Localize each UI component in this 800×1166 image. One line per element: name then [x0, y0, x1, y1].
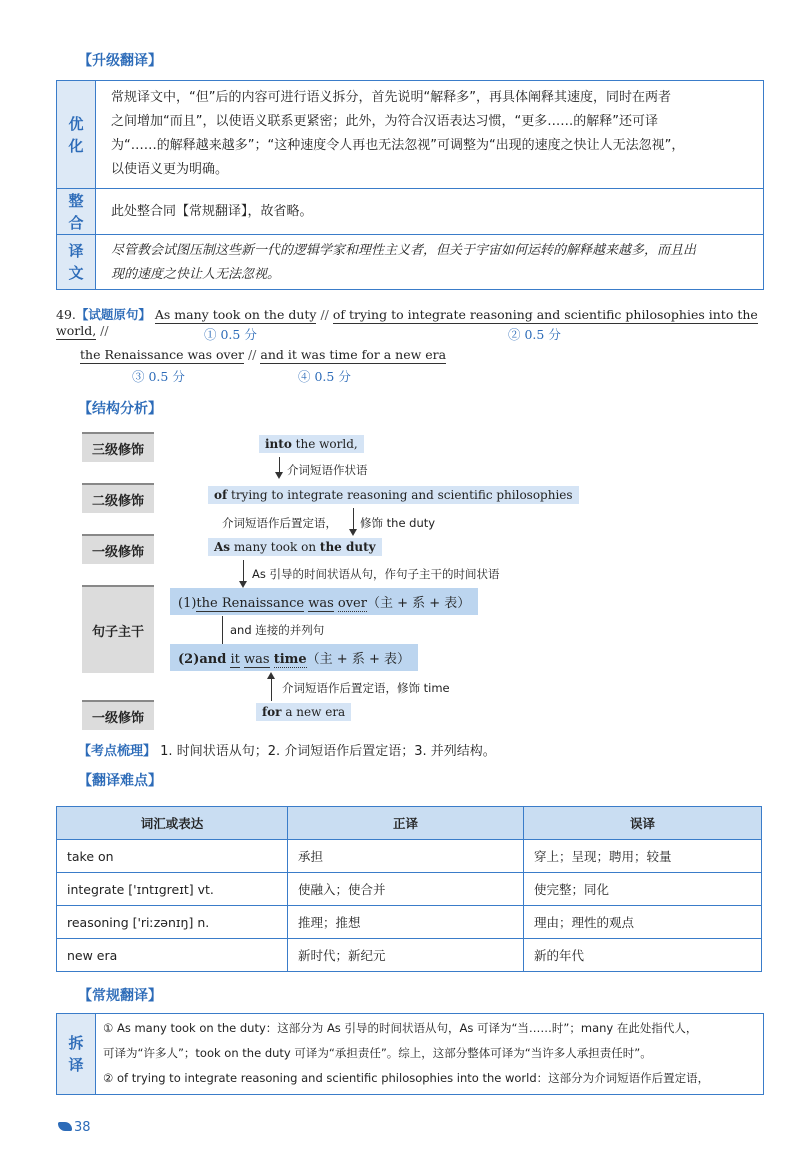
- note-4: and 连接的并列句: [230, 623, 325, 637]
- score-3: ③ 0.5 分: [132, 369, 185, 384]
- main-clause-2: (2)and it was time（主 + 系 + 表）: [170, 644, 418, 671]
- row-optimize: [57, 81, 763, 189]
- main-label: 句子主干: [82, 585, 154, 673]
- row-translation: [57, 235, 763, 289]
- arrow-line-2: [353, 508, 354, 530]
- table-row: reasoning ['riːzənɪŋ] n. 推理；推想 理由；理性的观点: [57, 906, 762, 939]
- label-optimize: 优 化: [57, 81, 96, 188]
- arrow-line-4: [271, 679, 272, 701]
- score-2: ② 0.5 分: [508, 327, 561, 342]
- main-clause-1: (1)the Renaissance was over（主 + 系 + 表）: [170, 588, 478, 615]
- segment-1: As many took on the duty: [154, 307, 317, 322]
- level-1a-label: 一级修饰: [82, 534, 154, 564]
- segment-4: and it was time for a new era: [260, 347, 447, 362]
- arrow-up: [267, 672, 275, 679]
- phrase-for: for a new era: [256, 703, 351, 721]
- table-row: new era 新时代；新纪元 新的年代: [57, 939, 762, 972]
- note-5: 介词短语作后置定语，修饰 time: [282, 681, 450, 695]
- upgrade-box: [56, 80, 764, 290]
- level-2-label: 二级修饰: [82, 483, 154, 513]
- section-title-structure: 【结构分析】: [78, 401, 162, 417]
- score-1: ① 0.5 分: [204, 327, 257, 342]
- integrate-text: 此处整合同【常规翻译】，故省略。: [111, 204, 313, 219]
- table-row: take on 承担 穿上；呈现；聘用；较量: [57, 840, 762, 873]
- phrase-of: of trying to integrate reasoning and scientific philosophies: [208, 486, 579, 504]
- segment-2: of trying to integrate reasoning and scientific philosophies into the world,: [56, 307, 758, 338]
- arrow-down-3: [239, 581, 247, 588]
- split-text: ① As many took on the duty：这部分为 As 引导的时间状语从句，As 可译为“当……时”；many 在此处指代人， 可译为“许多人”；took on the duty 可译为“承担责任”。综上，这部分整体可译为“当许多人承担责任时”。 ② of trying to integrate reasoning and scientific philosophies into the world：这部分为介词短语作后置定语，: [103, 1021, 710, 1085]
- arrow-line-3: [243, 560, 244, 582]
- page-number: 38: [58, 1120, 91, 1135]
- arrow-down-2: [349, 529, 357, 536]
- normal-box: [56, 1013, 764, 1095]
- question-tag: 【试题原句】: [75, 307, 151, 322]
- phrase-into: into the world,: [259, 435, 364, 453]
- arrow-line-1: [279, 457, 280, 473]
- level-3-label: 三级修饰: [82, 432, 154, 462]
- label-integrate: 整 合: [57, 189, 96, 234]
- table-header: 词汇或表达 正译 误译: [57, 807, 762, 840]
- translation-text: 尽管教会试图压制这些新一代的逻辑学家和理性主义者，但关于宇宙如何运转的解释越来越多，而且出 现的速度之快让人无法忽视。: [111, 243, 697, 282]
- question-line-2: the Renaissance was over // and it was time for a new era: [80, 347, 447, 362]
- note-1: 介词短语作状语: [287, 463, 368, 477]
- book-icon: [58, 1122, 72, 1131]
- connector-line: [222, 616, 223, 644]
- note-2b: 修饰 the duty: [360, 516, 436, 530]
- arrow-down-1: [275, 472, 283, 479]
- optimize-text: 常规译文中，“但”后的内容可进行语义拆分，首先说明“解释多”，再具体阐释其速度，同时在两者 之间增加“而且”，以使语义联系更紧密；此外，为符合汉语表达习惯，“更多……的解释”还可译 为“……的解释越来越多”；“这种速度令人再也无法忽视”可调整为“出现的速度之快让人无法忽视”， 以使语义更为明确。: [111, 90, 685, 177]
- section-title-normal: 【常规翻译】: [78, 988, 162, 1004]
- section-title-upgrade: 【升级翻译】: [78, 53, 162, 69]
- level-1b-label: 一级修饰: [82, 700, 154, 730]
- section-title-vocab: 【翻译难点】: [78, 773, 162, 789]
- question-line-1: 49.【试题原句】 As many took on the duty // of trying to integrate reasoning and scientific philosophies into the world, //: [56, 307, 758, 338]
- row-integrate: [57, 189, 763, 235]
- note-3: As 引导的时间状语从句，作句子主干的时间状语: [252, 567, 500, 581]
- vocab-table: [56, 806, 762, 972]
- note-2a: 介词短语作后置定语，: [222, 516, 337, 530]
- table-row: integrate ['ɪntɪgreɪt] vt. 使融入；使合并 使完整；同化: [57, 873, 762, 906]
- label-translation: 译 文: [57, 235, 96, 289]
- kaodian-line: 【考点梳理】 1. 时间状语从句；2. 介词短语作后置定语；3. 并列结构。: [78, 744, 496, 759]
- phrase-as: As many took on the duty: [208, 538, 382, 556]
- score-4: ④ 0.5 分: [298, 369, 351, 384]
- segment-3: the Renaissance was over: [80, 347, 244, 362]
- label-split: 拆 译: [57, 1014, 96, 1094]
